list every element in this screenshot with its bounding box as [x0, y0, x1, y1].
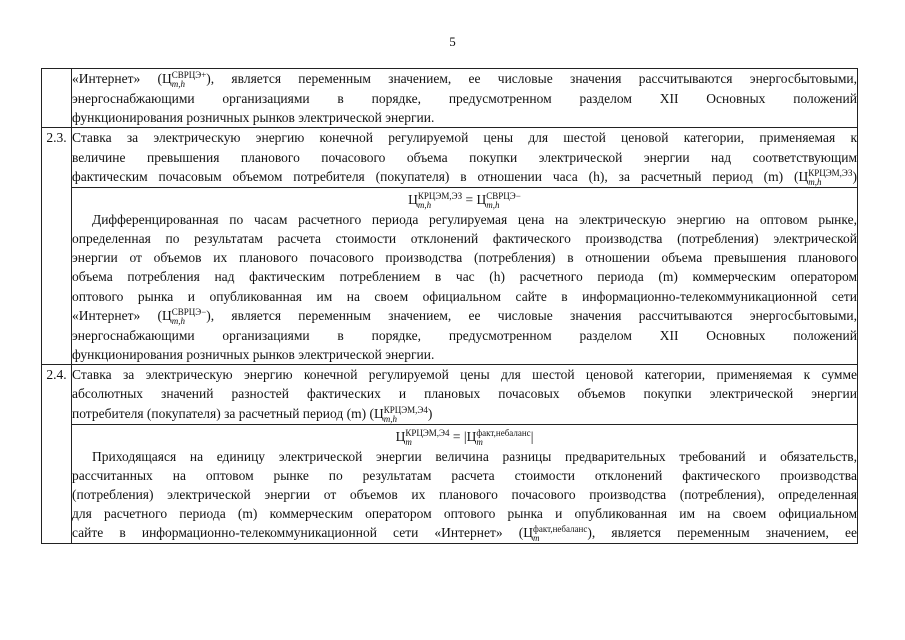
symbol-index: СВРЦЭ+ m,h: [171, 70, 207, 89]
row-number-empty: [42, 69, 72, 128]
text-line: объема потребления над фактическим потреблением в час (h) расчетного периода (m) коммерческим оператором: [72, 269, 857, 285]
document-table: [41, 68, 858, 544]
text-fragment: «Интернет» (Ц: [72, 71, 172, 86]
text-fragment: сайте в информационно-телекоммуникационной сети «Интернет» (Ц: [72, 525, 534, 541]
text-fragment: «Интернет» (Ц: [72, 307, 172, 323]
text-fragment: фактическим почасовым объемом потребителя (покупателя) в отношении часа (h), за расчетный период (m) (Ц: [72, 168, 809, 184]
text-line: абсолютных значений разностей фактических и плановых почасовых объемов покупки электрической энергии: [72, 386, 857, 402]
table-row-2-3-body: [42, 187, 858, 364]
text-line: энергии от объемов их планового почасового производства (потребления) в отношении объема превышения планового: [72, 250, 857, 266]
text-line: рассчитанных на оптовом рынке по результатам расчета стоимости отклонений фактического производства: [72, 467, 857, 483]
symbol-index: СВРЦЭ− m,h: [171, 306, 207, 326]
formula-2-3: Ц КРЦЭМ,ЭЗ m,h = Ц СВРЦЭ− m,h: [408, 190, 521, 210]
item-body-2-4: [72, 424, 858, 544]
text-line: величине превышения планового почасового объема покупки электрической энергии над соответствующим: [72, 149, 857, 165]
text-fragment: ), является переменным значением, ее: [587, 525, 857, 541]
item-title-2-3: Ставка за электрическую энергию конечной регулируемой цены для шестой ценовой категории, применяемая к величине превышения планового почасового объема покупки электрической энергии над соответствующим фактическим почасовым объемом потребителя (покупателя) в отношении часа (h), за расчетный период (m) (Ц КРЦЭМ,ЭЗ m,h ): [72, 128, 858, 187]
text-line: энергоснабжающими организациями в порядке, предусмотренном разделом XII Основных положений: [72, 91, 857, 106]
table-row-2-3: [42, 128, 858, 187]
row-number: 2.3.: [42, 128, 72, 365]
text-line: Дифференцированная по часам расчетного периода регулируемая цена на электрическую энергию на оптовом рынке,: [92, 211, 857, 227]
item-body-2-3: [72, 187, 858, 364]
text-line: энергоснабжающими организациями в порядке, предусмотренном разделом XII Основных положений: [72, 327, 857, 343]
text-line: функционирования розничных рынков электрической энергии.: [72, 347, 435, 363]
table-row-2-4-body: [42, 424, 858, 544]
symbol-index: факт,небаланс m: [533, 524, 588, 544]
table-row-2-4: [42, 365, 858, 424]
symbol-index: КРЦЭМ,ЭЗ m,h: [808, 167, 853, 187]
text-line: оптового рынка и опубликованная им на своем официальном сайте в информационно-телекоммуникационной сети: [72, 288, 857, 304]
text-line: Ставка за электрическую энергию конечной регулируемой цены для шестой ценовой категории, применяемая к сумме: [72, 367, 857, 383]
text-line: (потребления) электрической энергии от объемов их планового почасового производства (потребления), определенная: [72, 487, 857, 503]
text-line: Ставка за электрическую энергию конечной регулируемой цены для шестой ценовой категории, применяемая к: [72, 130, 857, 146]
text-fragment: ), является переменным значением, ее числовые значения рассчитываются энергосбытовыми,: [206, 71, 857, 86]
item-title-2-4: [72, 365, 858, 424]
row-number: 2.4.: [42, 365, 72, 544]
continuation-text: [72, 69, 858, 128]
text-fragment: ): [427, 405, 433, 421]
text-line: определенная по результатам расчета стоимости отклонений фактического производства (потребления) электрической: [72, 231, 857, 247]
text-line: Приходящаяся на единицу электрической энергии величина разницы предварительных требований и обязательств,: [92, 448, 857, 464]
text-line: функционирования розничных рынков электрической энергии.: [72, 110, 435, 126]
page-number: 5: [449, 34, 456, 49]
text-line: для расчетного периода (m) коммерческим оператором оптового рынка и опубликованная им на своем официальном: [72, 506, 857, 522]
text-fragment: ), является переменным значением, ее числовые значения рассчитываются энергосбытовыми,: [206, 307, 857, 323]
table-row-continuation: [42, 69, 858, 128]
formula-2-4: Ц КРЦЭМ,Э4 m = |Ц факт,небаланс m |: [395, 427, 534, 447]
symbol-index: КРЦЭМ,Э4 m,h: [383, 404, 428, 424]
text-fragment: потребителя (покупателя) за расчетный период (m) (Ц: [72, 405, 384, 421]
